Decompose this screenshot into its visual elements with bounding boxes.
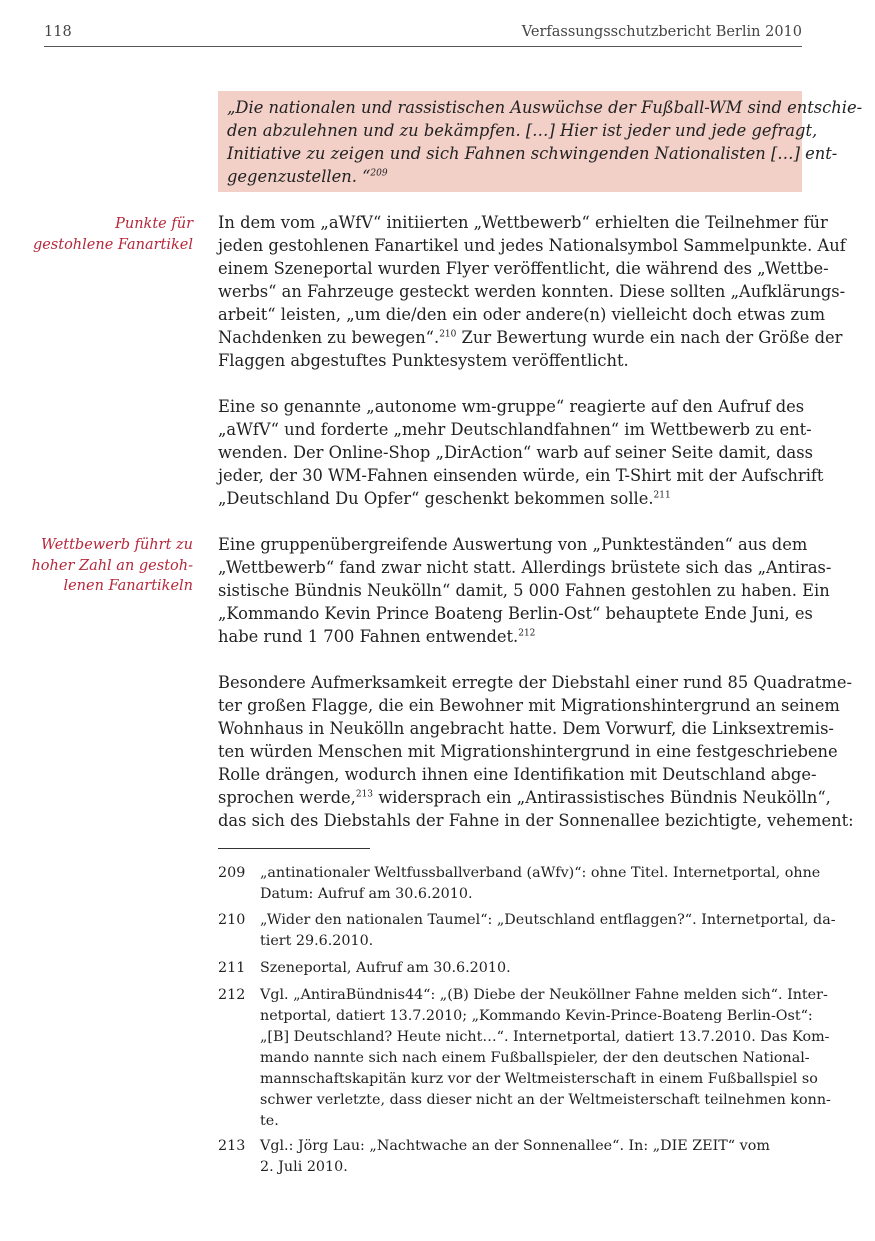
footnote-line: 2. Juli 2010. bbox=[260, 1159, 348, 1175]
text-line: ter großen Flagge, die ein Bewohner mit Migrationshintergrund an seinem bbox=[218, 696, 840, 715]
footnote-line: netportal, datiert 13.7.2010; „Kommando Kevin-Prince-Boateng Berlin-Ost“: bbox=[260, 1008, 813, 1024]
text-line: jeden gestohlenen Fanartikel und jedes Nationalsymbol Sammelpunkte. Auf bbox=[218, 236, 846, 255]
paragraph-4 bbox=[218, 671, 854, 832]
text-line: ten würden Menschen mit Migrationshintergrund in eine festgeschriebene bbox=[218, 742, 838, 761]
text-line: wenden. Der Online-Shop „DirAction“ warb auf seiner Seite damit, dass bbox=[218, 443, 813, 462]
text-line: Rolle drängen, wodurch ihnen eine Identifikation mit Deutschland abge- bbox=[218, 765, 817, 784]
footnote-line: schwer verletzte, dass dieser nicht an der Weltmeisterschaft teilnehmen konn- bbox=[260, 1092, 831, 1108]
footnote-ref-213[interactable]: 213 bbox=[355, 789, 374, 800]
footnote-ref-209[interactable]: 209 bbox=[370, 168, 388, 179]
highlighted-quote bbox=[218, 91, 863, 192]
text-line: „aWfV“ und forderte „mehr Deutschlandfahnen“ im Wettbewerb zu ent- bbox=[218, 420, 812, 439]
footnote-line: Datum: Aufruf am 30.6.2010. bbox=[260, 886, 473, 902]
text-line: das sich des Diebstahls der Fahne in der Sonnenallee bezichtigte, vehement: bbox=[218, 811, 854, 830]
text-line: werbs“ an Fahrzeuge gesteckt werden konnten. Diese sollten „Aufklärungs- bbox=[218, 282, 846, 301]
paragraph-1 bbox=[218, 211, 846, 372]
footnote-number: 209 bbox=[218, 865, 246, 881]
footnote-line: Vgl.: Jörg Lau: „Nachtwache an der Sonnenallee“. In: „DIE ZEIT“ vom bbox=[260, 1138, 770, 1154]
margin-note-line: hoher Zahl an gestoh- bbox=[31, 557, 193, 574]
footnote-number: 213 bbox=[218, 1138, 246, 1154]
footnote-separator bbox=[218, 848, 370, 849]
footnote-line: „Wider den nationalen Taumel“: „Deutschland entflaggen?“. Internetportal, da- bbox=[260, 912, 836, 928]
footnote-ref-211[interactable]: 211 bbox=[653, 490, 671, 501]
quote-line: „Die nationalen und rassistischen Auswüchse der Fußball-WM sind entschie- bbox=[227, 98, 863, 117]
footnote-line: „[B] Deutschland? Heute nicht…“. Internetportal, datiert 13.7.2010. Das Kom- bbox=[260, 1029, 830, 1045]
footnote-ref-210[interactable]: 210 bbox=[439, 329, 457, 340]
margin-note-line: Punkte für bbox=[115, 216, 193, 232]
margin-note-competition bbox=[23, 535, 193, 597]
margin-note-points bbox=[23, 214, 193, 255]
text-line: arbeit“ leisten, „um die/den ein oder andere(n) vielleicht doch etwas zum bbox=[218, 305, 826, 324]
paragraph-2 bbox=[218, 395, 824, 510]
running-title: Verfassungsschutzbericht Berlin 2010 bbox=[521, 24, 802, 40]
footnote-line: „antinationaler Weltfussballverband (aWfv)“: ohne Titel. Internetportal, ohne bbox=[260, 865, 821, 881]
text-line: Besondere Aufmerksamkeit erregte der Diebstahl einer rund 85 Quadratme- bbox=[218, 673, 852, 692]
page-number: 118 bbox=[44, 24, 72, 40]
footnote-line: mannschaftskapitän kurz vor der Weltmeisterschaft in einem Fußballspiel so bbox=[260, 1071, 818, 1087]
footnote-line: Szeneportal, Aufruf am 30.6.2010. bbox=[260, 960, 511, 976]
text-line: Eine gruppenübergreifende Auswertung von „Punkteständen“ aus dem bbox=[218, 535, 808, 554]
footnote-line: te. bbox=[260, 1113, 279, 1129]
text-line: jeder, der 30 WM-Fahnen einsenden würde, ein T-Shirt mit der Aufschrift bbox=[218, 466, 824, 485]
quote-line: gegenzustellen. “$^{209}$ bbox=[227, 167, 388, 186]
margin-note-line: Wettbewerb führt zu bbox=[40, 537, 193, 553]
footnote-number: 212 bbox=[218, 987, 246, 1003]
quote-line: Initiative zu zeigen und sich Fahnen schwingenden Nationalisten […] ent- bbox=[227, 144, 838, 163]
margin-note-line: gestohlene Fanartikel bbox=[32, 236, 193, 253]
text-line: Eine so genannte „autonome wm-gruppe“ reagierte auf den Aufruf des bbox=[218, 397, 805, 416]
running-header bbox=[44, 22, 802, 47]
footnote-number: 210 bbox=[218, 912, 246, 928]
text-line: „Wettbewerb“ fand zwar nicht statt. Allerdings brüstete sich das „Antiras- bbox=[218, 558, 832, 577]
text-line: sprochen werde,$^{213}$ widersprach ein „Antirassistisches Bündnis Neukölln“, bbox=[218, 788, 831, 807]
footnote-ref-212[interactable]: 212 bbox=[518, 628, 536, 639]
text-line: einem Szeneportal wurden Flyer veröffentlicht, die während des „Wettbe- bbox=[218, 259, 829, 278]
footnote-line: tiert 29.6.2010. bbox=[260, 933, 374, 949]
text-line: habe rund 1 700 Fahnen entwendet.$^{212}$ bbox=[218, 627, 536, 646]
footnote-line: Vgl. „AntiraBündnis44“: „(B) Diebe der Neuköllner Fahne melden sich“. Inter- bbox=[260, 987, 828, 1003]
paragraph-3 bbox=[218, 533, 832, 648]
quote-line: den abzulehnen und zu bekämpfen. […] Hier ist jeder und jede gefragt, bbox=[227, 121, 818, 140]
text-line: Nachdenken zu bewegen“.$^{210}$ Zur Bewertung wurde ein nach der Größe der bbox=[218, 328, 843, 347]
footnote-number: 211 bbox=[218, 960, 246, 976]
text-line: „Kommando Kevin Prince Boateng Berlin-Ost“ behauptete Ende Juni, es bbox=[218, 604, 813, 623]
text-line: In dem vom „aWfV“ initiierten „Wettbewerb“ erhielten die Teilnehmer für bbox=[218, 213, 828, 232]
text-line: Flaggen abgestuftes Punktesystem veröffentlicht. bbox=[218, 351, 629, 370]
text-line: sistische Bündnis Neukölln“ damit, 5 000 Fahnen gestohlen zu haben. Ein bbox=[218, 581, 830, 600]
text-line: „Deutschland Du Opfer“ geschenkt bekommen solle.$^{211}$ bbox=[218, 489, 671, 508]
footnote-line: mando nannte sich nach einem Fußballspieler, der den deutschen National- bbox=[260, 1050, 810, 1066]
text-line: Wohnhaus in Neukölln angebracht hatte. Dem Vorwurf, die Linksextremis- bbox=[218, 719, 834, 738]
margin-note-line: lenen Fanartikeln bbox=[63, 578, 193, 594]
